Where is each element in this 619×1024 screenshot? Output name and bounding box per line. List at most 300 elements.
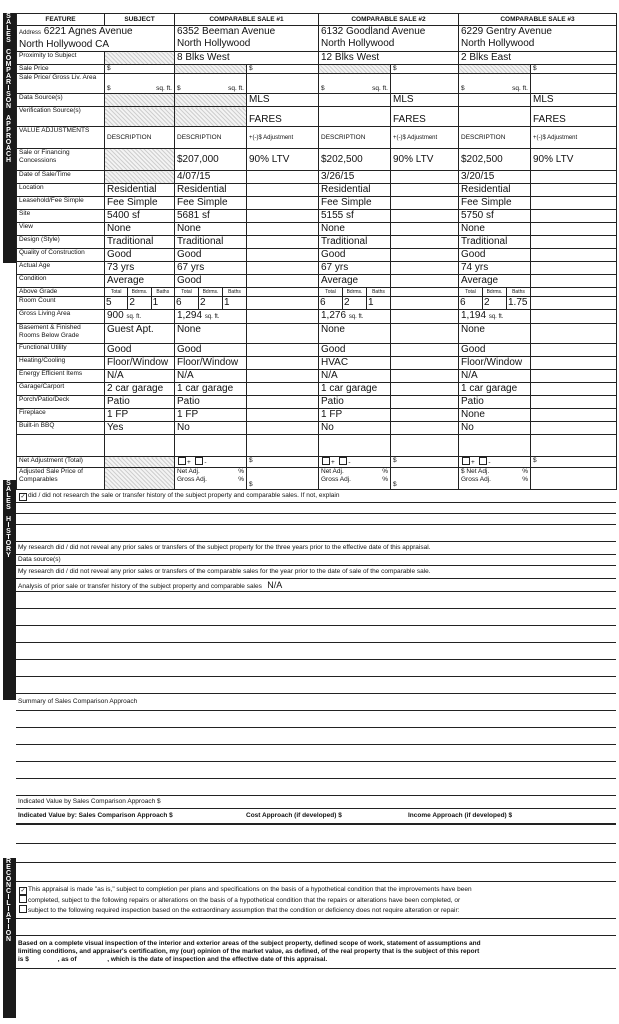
research-subject-text: My research did / did not reveal any prior sales or transfers of the subject property for the three years prior to the effective date of this appraisal.: [18, 544, 431, 551]
comp3-value[interactable]: Good: [459, 249, 531, 262]
net-adjustment-label: Net Adjustment (Total): [17, 457, 105, 468]
comp3-value[interactable]: 3/20/15: [459, 171, 531, 184]
comp1-adjusted-pct[interactable]: [175, 468, 247, 490]
bdrms-header: Bdrms.: [128, 288, 151, 296]
blank-line[interactable]: [16, 728, 616, 745]
baths-header: Baths: [156, 289, 170, 295]
comp3-value[interactable]: None: [459, 409, 531, 422]
unit-label: sq. ft.: [372, 85, 388, 92]
indicated-sca-label: Indicated Value by Sales Comparison Approach $: [18, 798, 161, 805]
comp1-address[interactable]: [175, 26, 319, 52]
comp3-financing[interactable]: $202,500: [459, 149, 531, 171]
comp3-address-line1: 6229 Gentry Avenue: [461, 26, 552, 37]
comp3-above-adj: [531, 288, 617, 297]
subject-value[interactable]: Good: [105, 344, 175, 357]
table-row: [17, 370, 617, 383]
table-row: [17, 324, 617, 344]
baths-header: Baths: [372, 289, 385, 295]
minus-checkbox[interactable]: [195, 457, 203, 465]
comp2-total-rooms[interactable]: 6: [319, 297, 343, 309]
bdrms-header: Bdrms.: [343, 288, 367, 296]
comp2-value[interactable]: No: [319, 422, 391, 435]
sale-price-row: [17, 65, 617, 74]
subject-value[interactable]: Guest Apt.: [105, 324, 175, 344]
comp2-adj[interactable]: [391, 275, 459, 288]
plus-checkbox[interactable]: [462, 457, 470, 465]
comp2-adj[interactable]: [391, 210, 459, 223]
subject-address-line1: 6221 Agnes Avenue: [43, 26, 133, 37]
comp3-adj[interactable]: [531, 357, 617, 370]
comp3-value[interactable]: None: [459, 324, 531, 344]
comp2-adj[interactable]: [391, 324, 459, 344]
comp2-adj[interactable]: [391, 370, 459, 383]
comp1-value[interactable]: None: [175, 223, 247, 236]
dollar-sign: $: [321, 85, 325, 92]
comp1-value[interactable]: 5681 sf: [175, 210, 247, 223]
pct-sign: %: [382, 476, 388, 483]
blank-line[interactable]: [16, 919, 616, 936]
blank-line[interactable]: [16, 844, 616, 863]
net-adj-label: $ Net Adj.: [461, 468, 490, 475]
room-count-label: Room Count: [17, 297, 105, 310]
comp2-data-source-empty: [319, 94, 391, 107]
blank-line[interactable]: [16, 745, 616, 762]
total-header: Total: [459, 288, 483, 296]
subject-value[interactable]: Average: [105, 275, 175, 288]
blank-line[interactable]: [16, 503, 616, 514]
subject-value[interactable]: Fee Simple: [105, 197, 175, 210]
comp3-adj[interactable]: [531, 409, 617, 422]
comp1-value[interactable]: 67 yrs: [175, 262, 247, 275]
comp1-price-gla[interactable]: [175, 74, 247, 94]
comp2-adj[interactable]: [391, 422, 459, 435]
subject-price-gla[interactable]: [105, 74, 175, 94]
feature-label: Site: [17, 210, 105, 223]
subject-value[interactable]: Residential: [105, 184, 175, 197]
pct-sign: %: [238, 468, 244, 475]
comp2-value[interactable]: 1 FP: [319, 409, 391, 422]
verification-row: [17, 107, 617, 127]
comp1-adj[interactable]: [247, 344, 319, 357]
comp1-adj[interactable]: [247, 171, 319, 184]
comp1-room-adj[interactable]: [247, 297, 319, 310]
subject-verification: [105, 107, 175, 127]
comp3-value[interactable]: 5750 sf: [459, 210, 531, 223]
gla-value: 1,194: [461, 310, 487, 321]
comp2-proximity[interactable]: 12 Blks West: [319, 52, 459, 65]
subject-net-adj: [105, 457, 175, 468]
analysis-label: Analysis of prior sale or transfer history of the subject property and comparable sales: [18, 583, 262, 590]
comp2-adj[interactable]: [391, 396, 459, 409]
comp1-net-adj-toggle[interactable]: [175, 457, 247, 468]
comp2-address[interactable]: [319, 26, 459, 52]
comp1-address-line2: North Hollywood: [177, 38, 251, 49]
repairs-checkbox[interactable]: [19, 895, 27, 903]
comp1-value[interactable]: Good: [175, 344, 247, 357]
feature-label: View: [17, 223, 105, 236]
comp3-adj[interactable]: [531, 344, 617, 357]
subject-sale-price[interactable]: $: [105, 65, 175, 74]
comp1-adj[interactable]: [247, 370, 319, 383]
comp3-value[interactable]: 1 car garage: [459, 383, 531, 396]
net-adj-label: Net Adj.: [177, 468, 200, 475]
comp3-gla-adj[interactable]: [531, 310, 617, 324]
comp2-financing[interactable]: $202,500: [319, 149, 391, 171]
comp2-adjusted-pct[interactable]: [319, 468, 391, 490]
research-comps-text: My research did / did not reveal any prior sales or transfers of the comparable sales for the year prior to the date of sale of the comparable sale.: [18, 568, 431, 575]
unit-label: sq. ft.: [156, 85, 172, 92]
as-is-checkbox[interactable]: ✓: [20, 888, 26, 894]
comp2-adj[interactable]: [391, 197, 459, 210]
feature-label: Built-in BBQ: [17, 422, 105, 435]
comp3-adj[interactable]: [531, 262, 617, 275]
comp1-adj[interactable]: [247, 236, 319, 249]
minus-checkbox[interactable]: [339, 457, 347, 465]
comp2-adj[interactable]: [391, 409, 459, 422]
subject-value[interactable]: Floor/Window: [105, 357, 175, 370]
subject-gla[interactable]: [105, 310, 175, 324]
comp3-data-source[interactable]: MLS: [531, 94, 617, 107]
comp2-net-adj[interactable]: $: [391, 457, 459, 468]
comp1-adj[interactable]: [247, 357, 319, 370]
subject-data-source: [105, 94, 175, 107]
comp1-net-adj[interactable]: $: [247, 457, 319, 468]
comp3-bedrooms[interactable]: 2: [483, 297, 507, 309]
subject-value[interactable]: 1 FP: [105, 409, 175, 422]
as-is-block: [16, 882, 616, 919]
plus-label: +: [331, 459, 335, 466]
comp1-adj[interactable]: [247, 262, 319, 275]
comp2-gla[interactable]: [319, 310, 391, 324]
comp2-value[interactable]: Patio: [319, 396, 391, 409]
plus-checkbox[interactable]: [178, 457, 186, 465]
comp3-adj[interactable]: [531, 210, 617, 223]
header-subject: SUBJECT: [105, 14, 175, 26]
comp3-net-adj[interactable]: $: [531, 457, 617, 468]
comp1-proximity[interactable]: 8 Blks West: [175, 52, 319, 65]
plus-checkbox[interactable]: [322, 457, 330, 465]
subject-value[interactable]: None: [105, 223, 175, 236]
comp3-adj[interactable]: [531, 223, 617, 236]
subject-value[interactable]: Patio: [105, 396, 175, 409]
comp3-description-header: DESCRIPTION: [459, 127, 531, 149]
subject-value[interactable]: [105, 171, 175, 184]
analysis-line[interactable]: [16, 579, 616, 592]
total-header: Total: [175, 288, 199, 296]
dollar-sign: $: [107, 85, 111, 92]
comp2-adj[interactable]: [391, 249, 459, 262]
blank-line[interactable]: [16, 525, 616, 542]
indicated-sca-line[interactable]: [16, 796, 616, 809]
comp1-financing[interactable]: $207,000: [175, 149, 247, 171]
blank-line[interactable]: [16, 677, 616, 694]
comp1-bedrooms[interactable]: 2: [199, 297, 223, 309]
feature-label: Condition: [17, 275, 105, 288]
comp1-baths[interactable]: 1: [224, 297, 230, 308]
comp3-verification-empty: [459, 107, 531, 127]
comp1-value[interactable]: 4/07/15: [175, 171, 247, 184]
comp3-net-adj-toggle[interactable]: [459, 457, 531, 468]
header-comp3: COMPARABLE SALE #3: [459, 14, 617, 26]
research-comps-line: [16, 566, 616, 579]
data-sources-label: Data source(s): [18, 556, 61, 563]
total-header: Total: [105, 288, 128, 296]
comp2-value[interactable]: Traditional: [319, 236, 391, 249]
subject-baths[interactable]: 1: [152, 297, 159, 308]
bdrms-header: Bdrms.: [199, 288, 223, 296]
comp2-value[interactable]: Average: [319, 275, 391, 288]
sidebar-sales-comparison: [3, 13, 16, 263]
proximity-label: Proximity to Subject: [17, 52, 105, 65]
comp3-adj[interactable]: [531, 249, 617, 262]
comp1-adj[interactable]: [247, 275, 319, 288]
comp2-data-source[interactable]: MLS: [391, 94, 459, 107]
subject-description-header: DESCRIPTION: [105, 127, 175, 149]
comp1-data-source[interactable]: MLS: [247, 94, 319, 107]
comp3-total-rooms[interactable]: 6: [459, 297, 483, 309]
comp3-adj[interactable]: [531, 370, 617, 383]
comp1-value[interactable]: 1 car garage: [175, 383, 247, 396]
header-comp1: COMPARABLE SALE #1: [175, 14, 319, 26]
final-opinion-block: [16, 936, 616, 969]
comp3-financing-adj[interactable]: 90% LTV: [531, 149, 617, 171]
comp3-price-gla[interactable]: [459, 74, 531, 94]
table-row: [17, 275, 617, 288]
comp2-gla-adj[interactable]: [391, 310, 459, 324]
comp2-adj[interactable]: [391, 357, 459, 370]
comp2-adj[interactable]: [391, 236, 459, 249]
comp1-gla-adj[interactable]: [247, 310, 319, 324]
comp3-value[interactable]: Floor/Window: [459, 357, 531, 370]
comp3-value[interactable]: 74 yrs: [459, 262, 531, 275]
comp3-adjusted-pct[interactable]: [459, 468, 531, 490]
comp2-adj[interactable]: [391, 171, 459, 184]
comp3-value[interactable]: Average: [459, 275, 531, 288]
comp2-bedrooms[interactable]: 2: [343, 297, 367, 309]
table-row: [17, 262, 617, 275]
comp2-value[interactable]: Good: [319, 344, 391, 357]
comp1-adjustment-header: +(-)$ Adjustment: [247, 127, 319, 149]
comp2-price-gla[interactable]: [319, 74, 391, 94]
comp1-adj[interactable]: [247, 396, 319, 409]
comp2-adj[interactable]: [391, 262, 459, 275]
comp1-gla[interactable]: [175, 310, 247, 324]
comp3-value[interactable]: Good: [459, 344, 531, 357]
comp2-value[interactable]: None: [319, 324, 391, 344]
comp1-value[interactable]: 1 FP: [175, 409, 247, 422]
subject-address[interactable]: [17, 26, 175, 52]
comp1-adj[interactable]: [247, 422, 319, 435]
comp1-adj[interactable]: [247, 223, 319, 236]
comp1-value[interactable]: Traditional: [175, 236, 247, 249]
net-adjustment-row: [17, 457, 617, 468]
blank-line[interactable]: [16, 825, 616, 844]
comp2-sale-price-shade: [319, 65, 391, 74]
comp2-above-adj: [391, 288, 459, 297]
subject-value[interactable]: Good: [105, 249, 175, 262]
subject-value[interactable]: Yes: [105, 422, 175, 435]
comp1-verification[interactable]: FARES: [247, 107, 319, 127]
financing-label: Sale or Financing Concessions: [17, 149, 105, 171]
comp2-value[interactable]: Fee Simple: [319, 197, 391, 210]
comp3-proximity[interactable]: 2 Blks East: [459, 52, 617, 65]
comp1-adj[interactable]: [247, 324, 319, 344]
comp1-value[interactable]: Fee Simple: [175, 197, 247, 210]
blank-line[interactable]: [16, 609, 616, 626]
research-line: [16, 490, 616, 503]
data-sources-line[interactable]: [16, 555, 616, 566]
comp2-room-adj[interactable]: [391, 297, 459, 310]
comp3-baths[interactable]: 1.75: [508, 297, 528, 308]
comp2-value[interactable]: N/A: [319, 370, 391, 383]
pct-sign: %: [238, 476, 244, 483]
comp3-room-adj[interactable]: [531, 297, 617, 310]
comp2-adj[interactable]: [391, 184, 459, 197]
blank-line[interactable]: [16, 626, 616, 643]
table-row: [17, 236, 617, 249]
comp3-value[interactable]: Patio: [459, 396, 531, 409]
comp1-value[interactable]: Residential: [175, 184, 247, 197]
comp3-adj[interactable]: [531, 171, 617, 184]
comp1-adj[interactable]: [247, 197, 319, 210]
comp1-price-gla-adj[interactable]: [247, 74, 319, 94]
comp2-verification[interactable]: FARES: [391, 107, 459, 127]
financing-row: [17, 149, 617, 171]
subject-value[interactable]: 2 car garage: [105, 383, 175, 396]
minus-label: -: [488, 459, 491, 466]
did-checkbox[interactable]: ✓: [20, 494, 26, 500]
comp1-adj[interactable]: [247, 409, 319, 422]
comp3-adj[interactable]: [531, 275, 617, 288]
comp2-value[interactable]: None: [319, 223, 391, 236]
comp3-price-gla-adj[interactable]: [531, 74, 617, 94]
comp2-adj[interactable]: [391, 344, 459, 357]
comp2-value[interactable]: 67 yrs: [319, 262, 391, 275]
comp1-total-rooms[interactable]: 6: [175, 297, 199, 309]
comp1-adj[interactable]: [247, 210, 319, 223]
price-gla-row: [17, 74, 617, 94]
address-row: [17, 26, 617, 52]
research-text: did / did not research the sale or transfer history of the subject property and comparable sales. If not, explain: [28, 492, 340, 499]
subject-value[interactable]: 5400 sf: [105, 210, 175, 223]
subject-total-rooms[interactable]: 5: [105, 297, 128, 309]
comp3-value[interactable]: Fee Simple: [459, 197, 531, 210]
comp2-adjusted-price[interactable]: $: [391, 468, 459, 490]
comp1-adj[interactable]: [247, 184, 319, 197]
feature-label: Functional Utility: [17, 344, 105, 357]
comp3-adj[interactable]: [531, 324, 617, 344]
blank-line[interactable]: [16, 643, 616, 660]
comp2-value[interactable]: Residential: [319, 184, 391, 197]
table-row: [17, 409, 617, 422]
comp2-value[interactable]: 3/26/15: [319, 171, 391, 184]
comp1-adj[interactable]: [247, 249, 319, 262]
comp2-sale-price[interactable]: $: [391, 65, 459, 74]
comp3-value[interactable]: None: [459, 223, 531, 236]
blank-line[interactable]: [16, 711, 616, 728]
comp1-value[interactable]: Good: [175, 275, 247, 288]
comp3-verification[interactable]: FARES: [531, 107, 617, 127]
comp2-value[interactable]: Good: [319, 249, 391, 262]
minus-checkbox[interactable]: [479, 457, 487, 465]
subject-bedrooms[interactable]: 2: [128, 297, 151, 309]
blank-line[interactable]: [16, 660, 616, 677]
comp2-net-adj-toggle[interactable]: [319, 457, 391, 468]
comp3-adj[interactable]: [531, 184, 617, 197]
blank-line[interactable]: [16, 592, 616, 609]
comp3-value[interactable]: Traditional: [459, 236, 531, 249]
table-row: [17, 422, 617, 435]
subject-value[interactable]: N/A: [105, 370, 175, 383]
value-adjustments-row: [17, 127, 617, 149]
price-gla-label: Sale Price/ Gross Liv. Area: [17, 74, 105, 94]
comp1-sale-price[interactable]: $: [247, 65, 319, 74]
comp3-adj[interactable]: [531, 422, 617, 435]
comp3-adjusted-price[interactable]: [531, 468, 617, 490]
comp3-adj[interactable]: [531, 197, 617, 210]
comp3-sale-price[interactable]: $: [531, 65, 617, 74]
blank-line[interactable]: [16, 779, 616, 796]
feature-label: Garage/Carport: [17, 383, 105, 396]
subject-value[interactable]: 73 yrs: [105, 262, 175, 275]
comp1-value[interactable]: Patio: [175, 396, 247, 409]
dollar-sign: $: [177, 85, 181, 92]
comp3-value[interactable]: No: [459, 422, 531, 435]
comp1-sale-price-shade: [175, 65, 247, 74]
comp3-value[interactable]: Residential: [459, 184, 531, 197]
comp3-adjustment-header: +(-)$ Adjustment: [531, 127, 617, 149]
comp2-baths[interactable]: 1: [368, 297, 374, 308]
comp2-adj[interactable]: [391, 223, 459, 236]
indicated-value-line[interactable]: [16, 809, 616, 825]
value-adjustments-label: VALUE ADJUSTMENTS: [17, 127, 105, 149]
inspection-checkbox[interactable]: [19, 905, 27, 913]
comp1-financing-adj[interactable]: 90% LTV: [247, 149, 319, 171]
comp1-adj[interactable]: [247, 383, 319, 396]
address-label: Address: [19, 30, 42, 36]
comp1-value[interactable]: None: [175, 324, 247, 344]
comp1-value[interactable]: Good: [175, 249, 247, 262]
comp2-price-gla-adj[interactable]: [391, 74, 459, 94]
comp3-value[interactable]: N/A: [459, 370, 531, 383]
analysis-value: N/A: [267, 580, 283, 590]
comp1-value[interactable]: No: [175, 422, 247, 435]
comp2-value[interactable]: 1 car garage: [319, 383, 391, 396]
unit-label: sq. ft.: [488, 314, 504, 320]
comp3-address[interactable]: [459, 26, 617, 52]
blank-line[interactable]: [16, 514, 616, 525]
header-feature: FEATURE: [17, 14, 105, 26]
unit-label: sq. ft.: [348, 314, 364, 320]
comp3-adj[interactable]: [531, 236, 617, 249]
comp3-adj[interactable]: [531, 396, 617, 409]
blank-line[interactable]: [16, 863, 616, 882]
summary-line[interactable]: [16, 694, 616, 711]
proximity-row: [17, 52, 617, 65]
blank-line[interactable]: [16, 762, 616, 779]
comp2-value[interactable]: HVAC: [319, 357, 391, 370]
comp3-adj[interactable]: [531, 383, 617, 396]
comp1-value[interactable]: N/A: [175, 370, 247, 383]
comp1-adjusted-price[interactable]: $: [247, 468, 319, 490]
comp2-financing-adj[interactable]: 90% LTV: [391, 149, 459, 171]
comp1-value[interactable]: Floor/Window: [175, 357, 247, 370]
comp2-adj[interactable]: [391, 383, 459, 396]
comp3-gla[interactable]: [459, 310, 531, 324]
table-row: [17, 184, 617, 197]
comp2-value[interactable]: 5155 sf: [319, 210, 391, 223]
subject-value[interactable]: Traditional: [105, 236, 175, 249]
